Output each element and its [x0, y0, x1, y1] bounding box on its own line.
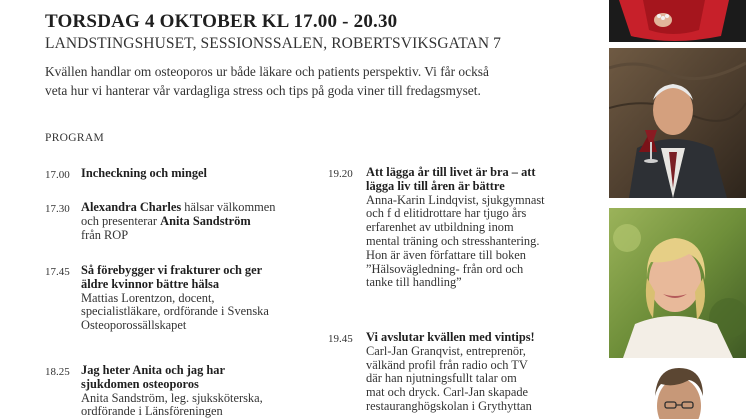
program-item-text: Hon är även författare till boken — [366, 247, 526, 262]
time-label: 19.45 — [328, 333, 353, 345]
time-label: 17.45 — [45, 266, 70, 278]
program-item-text: och f d elitidrottare har tjugo års — [366, 206, 527, 221]
time-label: 19.20 — [328, 168, 353, 180]
program-item-text: Osteoporossällskapet — [81, 318, 187, 333]
program-item-title: Jag heter Anita och jag har — [81, 363, 225, 377]
program-item-text: och presenterar — [81, 213, 161, 228]
program-item-text: ordförande i Länsföreningen — [81, 404, 223, 419]
time-label: 17.30 — [45, 203, 70, 215]
intro-line: veta hur vi hanterar vår vardagliga stress och tips på goda viner till fredagsmyset. — [45, 83, 481, 98]
program-item-text: Mattias Lorentzon, docent, — [81, 290, 215, 305]
program-item-title: äldre kvinnor bättre hälsa — [81, 276, 220, 291]
program-item — [81, 201, 275, 242]
program-item-text: välkänd profil från radio och TV — [366, 357, 528, 372]
program-item — [81, 364, 263, 419]
event-date-heading: TORSDAG 4 OKTOBER KL 17.00 - 20.30 — [45, 11, 398, 32]
speaker-photo-mattias — [609, 366, 746, 419]
program-item-title: Så förebygger vi frakturer och ger — [81, 263, 263, 277]
speaker-name: Anita Sandström — [160, 213, 251, 228]
speaker-photo-alexandra — [609, 0, 746, 42]
intro-paragraph — [45, 62, 590, 100]
program-item-title: Vi avslutar kvällen med vintips! — [366, 330, 535, 344]
program-item-text: Carl-Jan Granqvist, entreprenör, — [366, 343, 526, 358]
program-item-text: ”Hälsovägledning- från ord och — [366, 261, 524, 276]
program-item — [366, 166, 545, 290]
photo-image — [609, 0, 746, 42]
program-item-text: tanke till handling” — [366, 275, 462, 290]
photo-image — [609, 366, 746, 419]
program-item — [81, 167, 207, 181]
intro-line: Kvällen handlar om osteoporos ur både läkare och patients perspektiv. Vi får också — [45, 64, 489, 79]
program-item-text: där han njutningsfullt talar om — [366, 371, 517, 386]
program-item-title: Att lägga år till livet är bra – att — [366, 165, 536, 179]
photo-image — [609, 48, 746, 198]
program-item — [81, 264, 269, 333]
program-item-text: restauranghögskolan i Grythyttan — [366, 398, 532, 413]
program-label: PROGRAM — [45, 132, 104, 144]
photo-image — [609, 208, 746, 358]
speaker-photo-carl-jan — [609, 48, 746, 198]
time-label: 17.00 — [45, 169, 70, 181]
program-item — [366, 331, 535, 414]
speaker-name: Alexandra Charles — [81, 200, 182, 214]
program-item-line — [81, 215, 275, 229]
event-venue: LANDSTINGSHUSET, SESSIONSSALEN, ROBERTSVIKSGATAN 7 — [45, 35, 501, 52]
program-item-text: specialistläkare, ordförande i Svenska — [81, 304, 269, 319]
program-item-text: hälsar välkommen — [181, 200, 276, 214]
program-item-title: lägga liv till åren är bättre — [366, 178, 505, 193]
program-item-text: Anita Sandström, leg. sjuksköterska, — [81, 390, 263, 405]
program-item-text: från ROP — [81, 227, 129, 242]
program-item-text: mat och dryck. Carl-Jan skapade — [366, 385, 529, 400]
program-item-text: erfarenhet av utbildning inom — [366, 220, 514, 235]
program-item-line — [81, 201, 275, 215]
program-item-title: Incheckning och mingel — [81, 166, 207, 180]
time-label: 18.25 — [45, 366, 70, 378]
program-item-title: sjukdomen osteoporos — [81, 376, 199, 391]
program-item-text: mental träning och stresshantering. — [366, 233, 540, 248]
program-item-text: Anna-Karin Lindqvist, sjukgymnast — [366, 192, 545, 207]
speaker-photo-anna-karin — [609, 208, 746, 358]
